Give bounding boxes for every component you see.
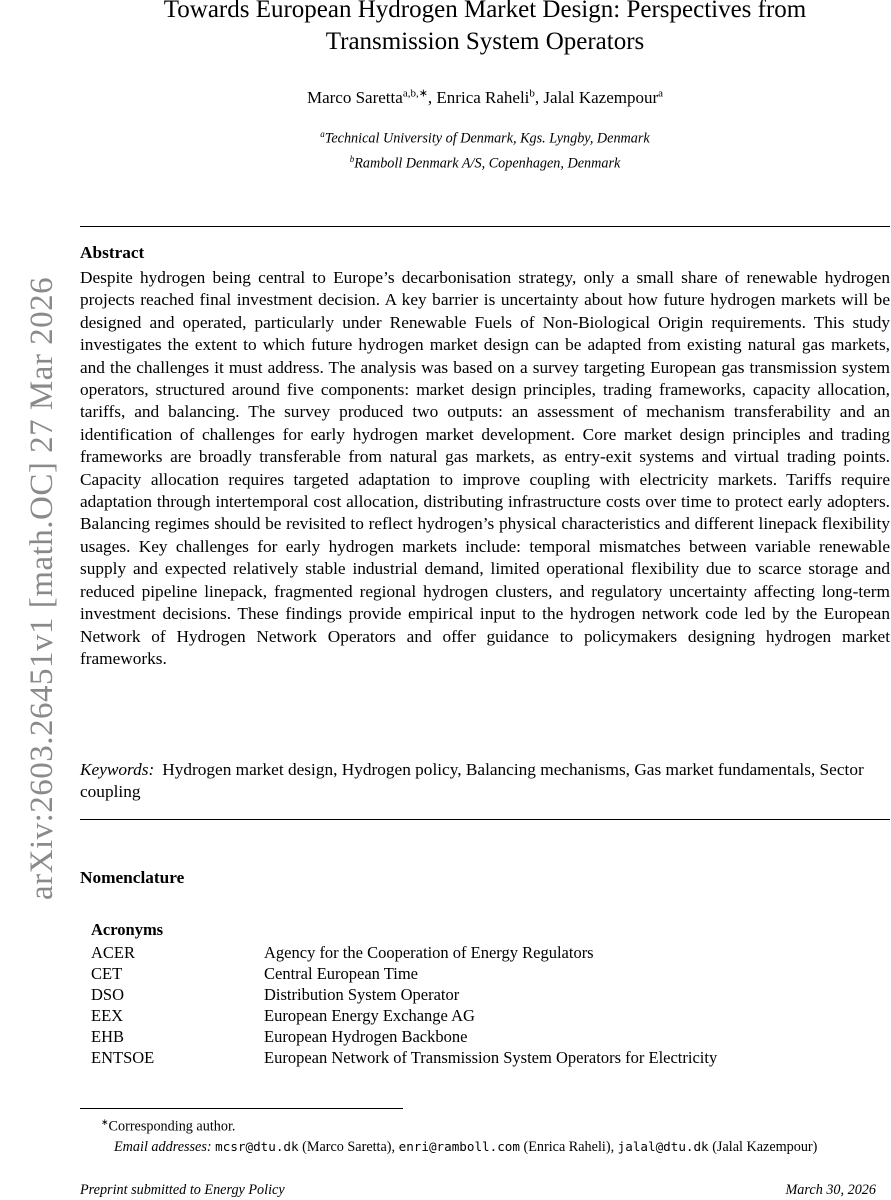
acronym-row	[91, 1047, 881, 1068]
arxiv-identifier-stamp[interactable]: arXiv:2603.26451v1 [math.OC] 27 Mar 2026	[24, 276, 60, 900]
footnotes	[80, 1112, 890, 1157]
corresponding-author-note: ∗Corresponding author.	[101, 1117, 236, 1135]
acronym-abbr: CET	[91, 964, 123, 983]
acronym-abbr: ENTSOE	[91, 1048, 155, 1067]
keywords-label: Keywords:	[80, 760, 155, 779]
abstract-bottom-rule	[80, 819, 890, 820]
author: Enrica Raheli$^b$,	[436, 87, 544, 107]
email-addresses: Email addresses: mcsr@dtu.dk (Marco Saretta), enri@ramboll.com (Enrica Raheli), jalal@dtu.dk (Jalal Kazempour)	[114, 1138, 818, 1155]
nomenclature-heading: Nomenclature	[80, 868, 185, 887]
email-label: Email addresses:	[114, 1138, 212, 1155]
author: Marco Saretta$^{a,b,∗}$,	[306, 87, 437, 107]
author-affiliation-mark: a	[658, 87, 664, 99]
title-line-1: Towards European Hydrogen Market Design: Perspectives from	[163, 0, 807, 23]
acronyms-heading: Acronyms	[91, 920, 164, 939]
footnote-rule	[80, 1108, 403, 1109]
email-link-raheli[interactable]: enri@ramboll.com	[398, 1138, 520, 1154]
abstract-top-rule	[80, 226, 890, 227]
email-link-saretta[interactable]: mcsr@dtu.dk	[215, 1138, 299, 1154]
acronym-row	[91, 984, 881, 1005]
affiliation-b: $^b$Ramboll Denmark A/S, Copenhagen, Denmark	[349, 153, 621, 172]
email-link-kazempour[interactable]: jalal@dtu.dk	[617, 1138, 709, 1154]
acronym-definition: Distribution System Operator	[264, 985, 460, 1004]
paper-title	[80, 0, 890, 58]
author-affiliation-mark: a,b,∗	[402, 87, 428, 99]
affiliation-a: $^a$Technical University of Denmark, Kgs. Lyngby, Denmark	[320, 129, 650, 147]
acronym-row	[91, 963, 881, 984]
affiliations	[80, 124, 890, 173]
acronym-definition: European Hydrogen Backbone	[264, 1027, 468, 1046]
acronym-definition: European Energy Exchange AG	[264, 1006, 475, 1025]
title-line-2: Transmission System Operators	[325, 28, 645, 55]
author: Jalal Kazempour$^a$	[543, 87, 664, 107]
preprint-note: Preprint submitted to Energy Policy	[80, 1182, 285, 1198]
keywords	[80, 759, 890, 804]
acronym-abbr: EEX	[91, 1006, 124, 1025]
abstract-text: Despite hydrogen being central to Europe’s decarbonisation strategy, only a small share of renewable hydrogen projects reached final investment decision. A key barrier is uncertainty about how future hydrogen markets will be designed and operated, particularly under Renewable Fuels of Non-Biological Origin requirements. This study investigates the extent to which future hydrogen market design can be adapted from existing natural gas markets, and the challenges it must address. The analysis was based on a survey targeting European gas transmission system operators, structured around five components: market design principles, trading frameworks, capacity allocation, tariffs, and balancing. The survey produced two outputs: an assessment of mechanism transferability and an identification of challenges for early hydrogen market development. Core market design principles and trading frameworks are broadly transferable from natural gas markets, as entry-exit systems and virtual trading points. Capacity allocation requires targeted adaptation to improve coupling with electricity markets. Tariffs require adaptation through intertemporal cost allocation, distributing infrastructure costs over time to protect early adopters. Balancing regimes should be revisited to reflect hydrogen’s physical characteristics and different linepack flexibility usages. Key challenges for early hydrogen markets include: temporal mismatches between variable renewable supply and expected relatively stable industrial demand, limited operational flexibility due to scarce storage and reduced pipeline linepack, fragmented regional hydrogen clusters, and regulatory uncertainty affecting long-term investment decisions. These findings provide empirical input to the hydrogen network code led by the European Network of Hydrogen Network Operators and offer guidance to policymakers designing hydrogen market frameworks.	[80, 268, 890, 668]
keywords-text: Hydrogen market design, Hydrogen policy, Balancing mechanisms, Gas market fundamentals, Sector coupling	[80, 760, 864, 802]
acronym-row	[91, 1026, 881, 1047]
acronym-definition: Agency for the Cooperation of Energy Regulators	[264, 943, 594, 962]
acronym-definition: European Network of Transmission System Operators for Electricity	[264, 1048, 718, 1067]
acronym-definition: Central European Time	[264, 964, 418, 983]
preprint-date: March 30, 2026	[785, 1182, 876, 1198]
abstract-heading: Abstract	[80, 243, 145, 262]
acronym-abbr: EHB	[91, 1027, 124, 1046]
acronym-abbr: ACER	[91, 943, 136, 962]
author-affiliation-mark: b	[529, 87, 535, 99]
acronym-list	[91, 942, 881, 1068]
acronym-row	[91, 1005, 881, 1026]
author-list	[80, 86, 890, 108]
acronym-row	[91, 942, 881, 963]
acronym-abbr: DSO	[91, 985, 125, 1004]
